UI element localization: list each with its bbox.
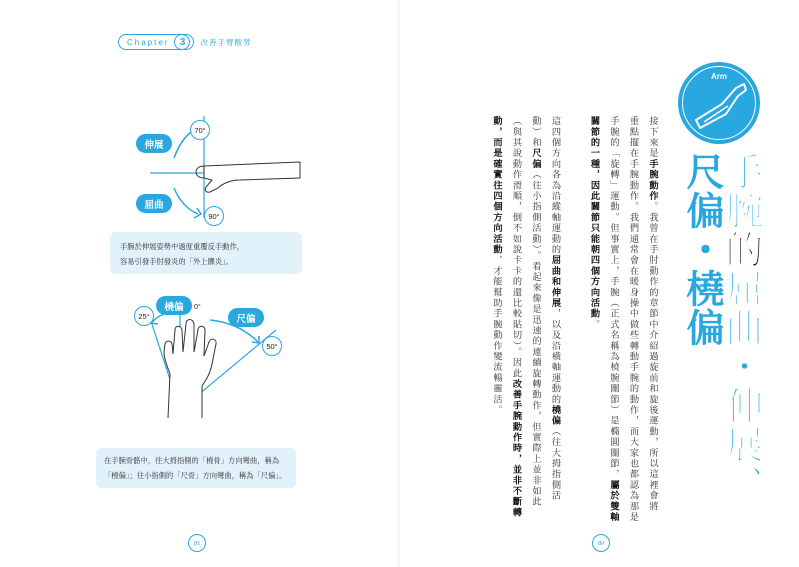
title-particle: 的 bbox=[719, 230, 763, 269]
title-part: ・伸展、 bbox=[719, 347, 763, 503]
body-text-run: （往大拇指側活 bbox=[549, 426, 561, 502]
body-column bbox=[529, 116, 541, 507]
radial-deviation-tag: 橈偏 bbox=[156, 296, 192, 315]
body-text-run: 動）和 bbox=[530, 116, 541, 149]
bold-text: 屬於雙軸 bbox=[608, 479, 619, 523]
caption-line: 「橈偏」；往小指側的「尺骨」方向彎曲，稱為「尺偏」。 bbox=[104, 470, 287, 480]
flexion-extension-figure bbox=[130, 110, 310, 230]
flexion-tag: 屈曲 bbox=[136, 194, 172, 213]
chapter-pill bbox=[118, 34, 194, 50]
figure2-caption bbox=[96, 448, 296, 488]
body-column bbox=[646, 116, 658, 512]
body-text-run: 這四個方向各為沿縱軸運動的 bbox=[549, 116, 561, 256]
caption-line: 手腕於伸展姿勢中過度重覆反手動作， bbox=[120, 242, 245, 251]
badge-label: Arm bbox=[710, 72, 727, 81]
left-page-number: 81 bbox=[188, 534, 206, 552]
bold-text: 屈曲和伸展 bbox=[549, 255, 561, 309]
caption-line: 容易引發手肘發炎的「外上髁炎」。 bbox=[120, 256, 234, 266]
right-page-number: 80 bbox=[592, 534, 610, 552]
bold-text: 橈偏 bbox=[549, 404, 561, 427]
chapter-title: 改善手臂酸勞 bbox=[200, 37, 252, 47]
angle-70-label: 70° bbox=[190, 120, 210, 140]
body-column bbox=[490, 116, 502, 416]
body-column bbox=[510, 116, 522, 518]
angle-0-label: 0° bbox=[194, 304, 201, 311]
title-part: 屈曲 bbox=[719, 269, 763, 347]
angle-25-label: 25° bbox=[134, 306, 154, 326]
arm-badge bbox=[678, 62, 760, 144]
body-text-run: （往小指側活動）。看起來像是迅速的連續旋轉動作，但實際上並非如此 bbox=[530, 169, 541, 508]
title-part: 手腕 bbox=[719, 152, 763, 230]
ulnar-deviation-tag: 尺偏 bbox=[228, 308, 264, 327]
deviation-figure bbox=[118, 290, 308, 422]
body-text-run: （與其說動作滑順，倒不如說卡卡的還比較貼切）。因此 bbox=[510, 116, 522, 379]
body-text-run: 。我曾在手肘動作的章節中介紹過旋前和旋後運動，所以這裡會將 bbox=[647, 201, 658, 512]
body-text-run: ，以及沿橫軸運動的 bbox=[549, 308, 561, 405]
chapter-word: Chapter bbox=[127, 37, 170, 47]
body-column bbox=[627, 116, 639, 523]
figure1-caption bbox=[110, 232, 302, 274]
angle-90-label: 90° bbox=[204, 206, 224, 226]
bold-text: 關節的一種，因此關節只能朝四個方向活動 bbox=[588, 116, 600, 320]
chapter-number: 3 bbox=[174, 34, 190, 50]
body-text-run: 接下來是 bbox=[647, 116, 658, 159]
bold-text: 手腕動作 bbox=[647, 158, 658, 202]
body-text-run: 手腕的「旋轉」運動。但事實上，手腕（正式名稱為橈腕關節）是橢圓關節， bbox=[608, 116, 619, 480]
body-text-run: 。 bbox=[588, 319, 600, 331]
body-column bbox=[607, 116, 619, 523]
extension-tag: 伸展 bbox=[136, 134, 172, 153]
body-column bbox=[549, 116, 561, 501]
body-text-run: 重點擺在手腕動作。我們通常會在暖身操中做些轉動手腕的動作，而大家也都認為那是 bbox=[627, 116, 639, 523]
arm-icon bbox=[678, 62, 760, 144]
bold-text: 動，而是確實往四個方向活動 bbox=[491, 116, 502, 256]
body-column bbox=[588, 116, 600, 330]
angle-50-label: 50° bbox=[262, 336, 282, 356]
body-text-run: ，才能幫助手腕動作變流暢靈活。 bbox=[491, 255, 502, 416]
bold-text: 尺偏 bbox=[530, 148, 541, 170]
title-line-2: 尺偏・橈偏 bbox=[680, 152, 724, 347]
bold-text: 改善手腕動作時，並非不斷轉 bbox=[510, 378, 522, 519]
caption-line: 在手腕骨骼中，往大拇指側的「橈骨」方向彎曲，稱為 bbox=[104, 456, 280, 465]
chapter-header bbox=[118, 34, 251, 50]
